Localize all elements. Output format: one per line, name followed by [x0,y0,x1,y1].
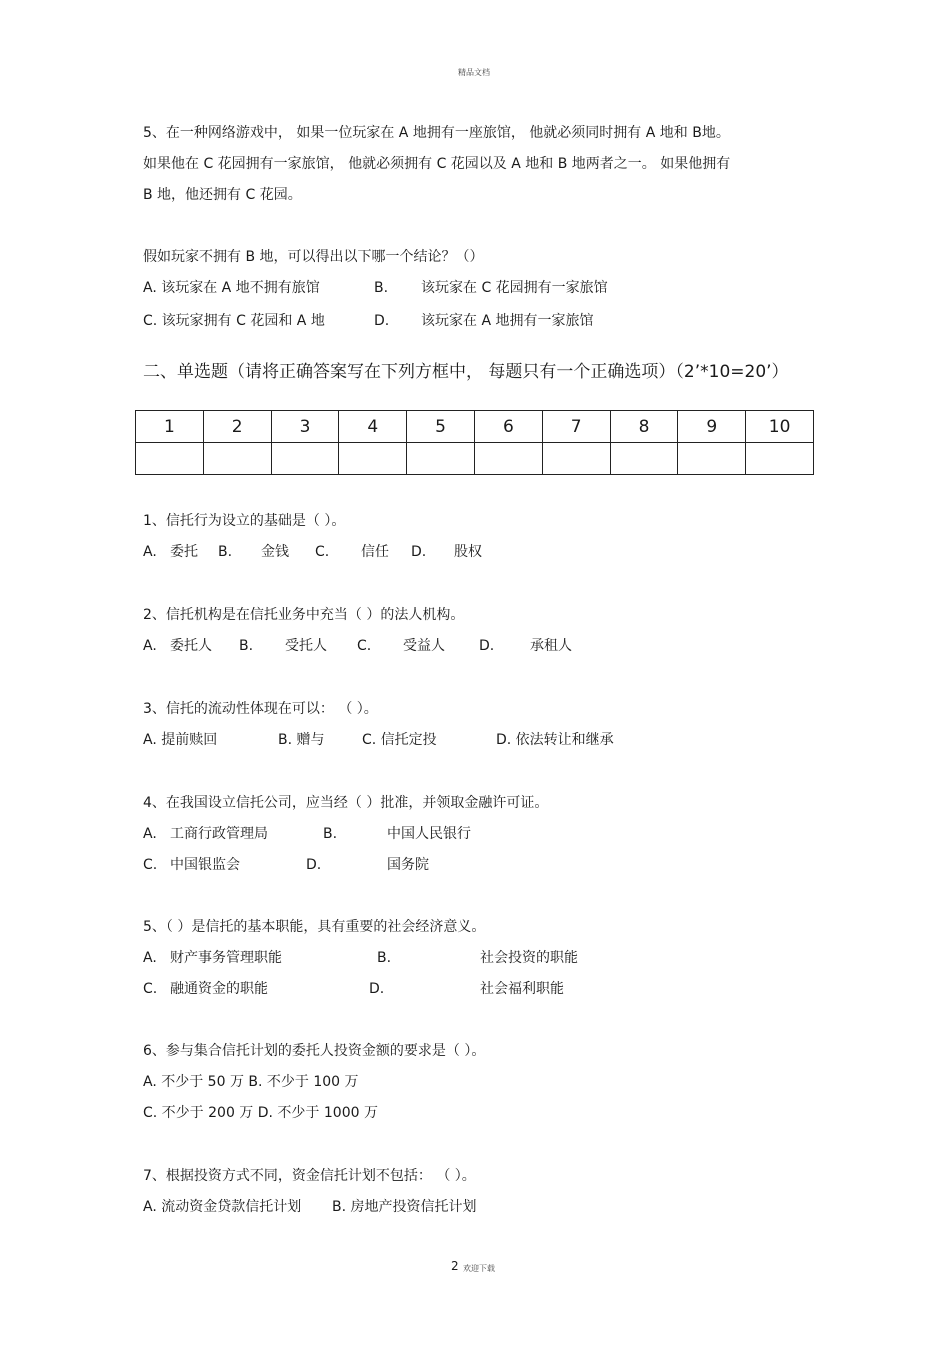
question-option: B. 房地产投资信托计划 [332,1199,477,1215]
question-option: A. 不少于 50 万 B. 不少于 100 万 [143,1074,359,1090]
question-option: A. [143,826,157,842]
question-stem: 1、信托行为设立的基础是（ ）。 [143,513,346,529]
question-stem: 7、根据投资方式不同，资金信托计划不包括： （ ）。 [143,1168,476,1184]
question-option: 工商行政管理局 [170,826,268,842]
question-option: 中国银监会 [170,857,240,873]
question-option: C. 不少于 200 万 D. 不少于 1000 万 [143,1105,378,1121]
question-option: D. 依法转让和继承 [496,732,614,748]
intro-option-b-letter: B. [374,280,389,296]
answer-cell[interactable] [271,443,339,475]
question-option: 社会福利职能 [480,981,564,997]
answer-header-cell: 8 [610,411,678,443]
question-option: C. [143,857,158,873]
question-option: C. 信托定投 [362,732,437,748]
answer-header-cell: 3 [271,411,339,443]
question-option: 股权 [454,544,482,560]
answer-cell[interactable] [203,443,271,475]
answer-header-cell: 1 [136,411,204,443]
question-option: 财产事务管理职能 [170,950,282,966]
answer-cell[interactable] [542,443,610,475]
intro-option-b-text: 该玩家在 C 花园拥有一家旅馆 [421,280,608,296]
question-option: D. [479,638,495,654]
question-option: B. [218,544,233,560]
question-stem: 5、（ ）是信托的基本职能，具有重要的社会经济意义。 [143,919,486,935]
question-option: 融通资金的职能 [170,981,268,997]
answer-cell[interactable] [339,443,407,475]
question-option: 社会投资的职能 [480,950,578,966]
question-option: D. [411,544,427,560]
question-option: A. [143,950,157,966]
answer-cell[interactable] [136,443,204,475]
question-option: 承租人 [530,638,572,654]
intro-option-a: A. 该玩家在 A 地不拥有旅馆 [143,280,320,296]
question-option: B. [239,638,254,654]
question-option: C. [315,544,330,560]
answer-header-cell: 6 [474,411,542,443]
question-option: C. [143,981,158,997]
question-option: B. 赠与 [278,732,325,748]
answer-cell[interactable] [746,443,814,475]
answer-header-cell: 9 [678,411,746,443]
question-option: 委托人 [170,638,212,654]
intro-prompt: 假如玩家不拥有 B 地，可以得出以下哪一个结论？（） [143,249,484,265]
intro-line-3: B 地，他还拥有 C 花园。 [143,187,302,203]
question-option: 国务院 [387,857,429,873]
answer-table-header-row [136,411,814,443]
question-stem: 4、在我国设立信托公司，应当经（ ）批准，并领取金融许可证。 [143,795,549,811]
answer-cell[interactable] [474,443,542,475]
answer-table-answer-row [136,443,814,475]
question-stem: 6、参与集合信托计划的委托人投资金额的要求是（ ）。 [143,1043,486,1059]
answer-header-cell: 4 [339,411,407,443]
question-option: B. [377,950,392,966]
question-option: 信任 [361,544,389,560]
question-option: 受托人 [285,638,327,654]
intro-option-c: C. 该玩家拥有 C 花园和 A 地 [143,313,325,329]
footer-text: 欢迎下载 [463,1264,495,1273]
question-option: A. [143,638,157,654]
intro-line-2: 如果他在 C 花园拥有一家旅馆， 他就必须拥有 C 花园以及 A 地和 B 地两者之一。 如果他拥有 [143,156,731,172]
question-option: D. [306,857,322,873]
intro-option-d-text: 该玩家在 A 地拥有一家旅馆 [421,313,594,329]
answer-header-cell: 7 [542,411,610,443]
question-stem: 2、信托机构是在信托业务中充当（ ）的法人机构。 [143,607,465,623]
question-option: 金钱 [261,544,289,560]
intro-option-d-letter: D. [374,313,390,329]
question-option: D. [369,981,385,997]
answer-header-cell: 10 [746,411,814,443]
section-title: 二、单选题（请将正确答案写在下列方框中， 每题只有一个正确选项）（2’*10=20’） [143,362,789,382]
question-option: C. [357,638,372,654]
answer-cell[interactable] [407,443,475,475]
question-option: 中国人民银行 [387,826,471,842]
answer-cell[interactable] [610,443,678,475]
question-option: 受益人 [403,638,445,654]
question-option: 委托 [170,544,198,560]
question-option: B. [323,826,338,842]
header-watermark: 精品文档 [458,68,490,77]
page-number: 2 [451,1259,459,1273]
question-option: A. [143,544,157,560]
answer-cell[interactable] [678,443,746,475]
answer-header-cell: 2 [203,411,271,443]
intro-line-1: 5、在一种网络游戏中， 如果一位玩家在 A 地拥有一座旅馆， 他就必须同时拥有 A 地和 B地。 [143,125,730,141]
question-stem: 3、信托的流动性体现在可以： （ ）。 [143,701,378,717]
answer-header-cell: 5 [407,411,475,443]
answer-table [135,410,814,475]
question-option: A. 流动资金贷款信托计划 [143,1199,302,1215]
question-option: A. 提前赎回 [143,732,218,748]
